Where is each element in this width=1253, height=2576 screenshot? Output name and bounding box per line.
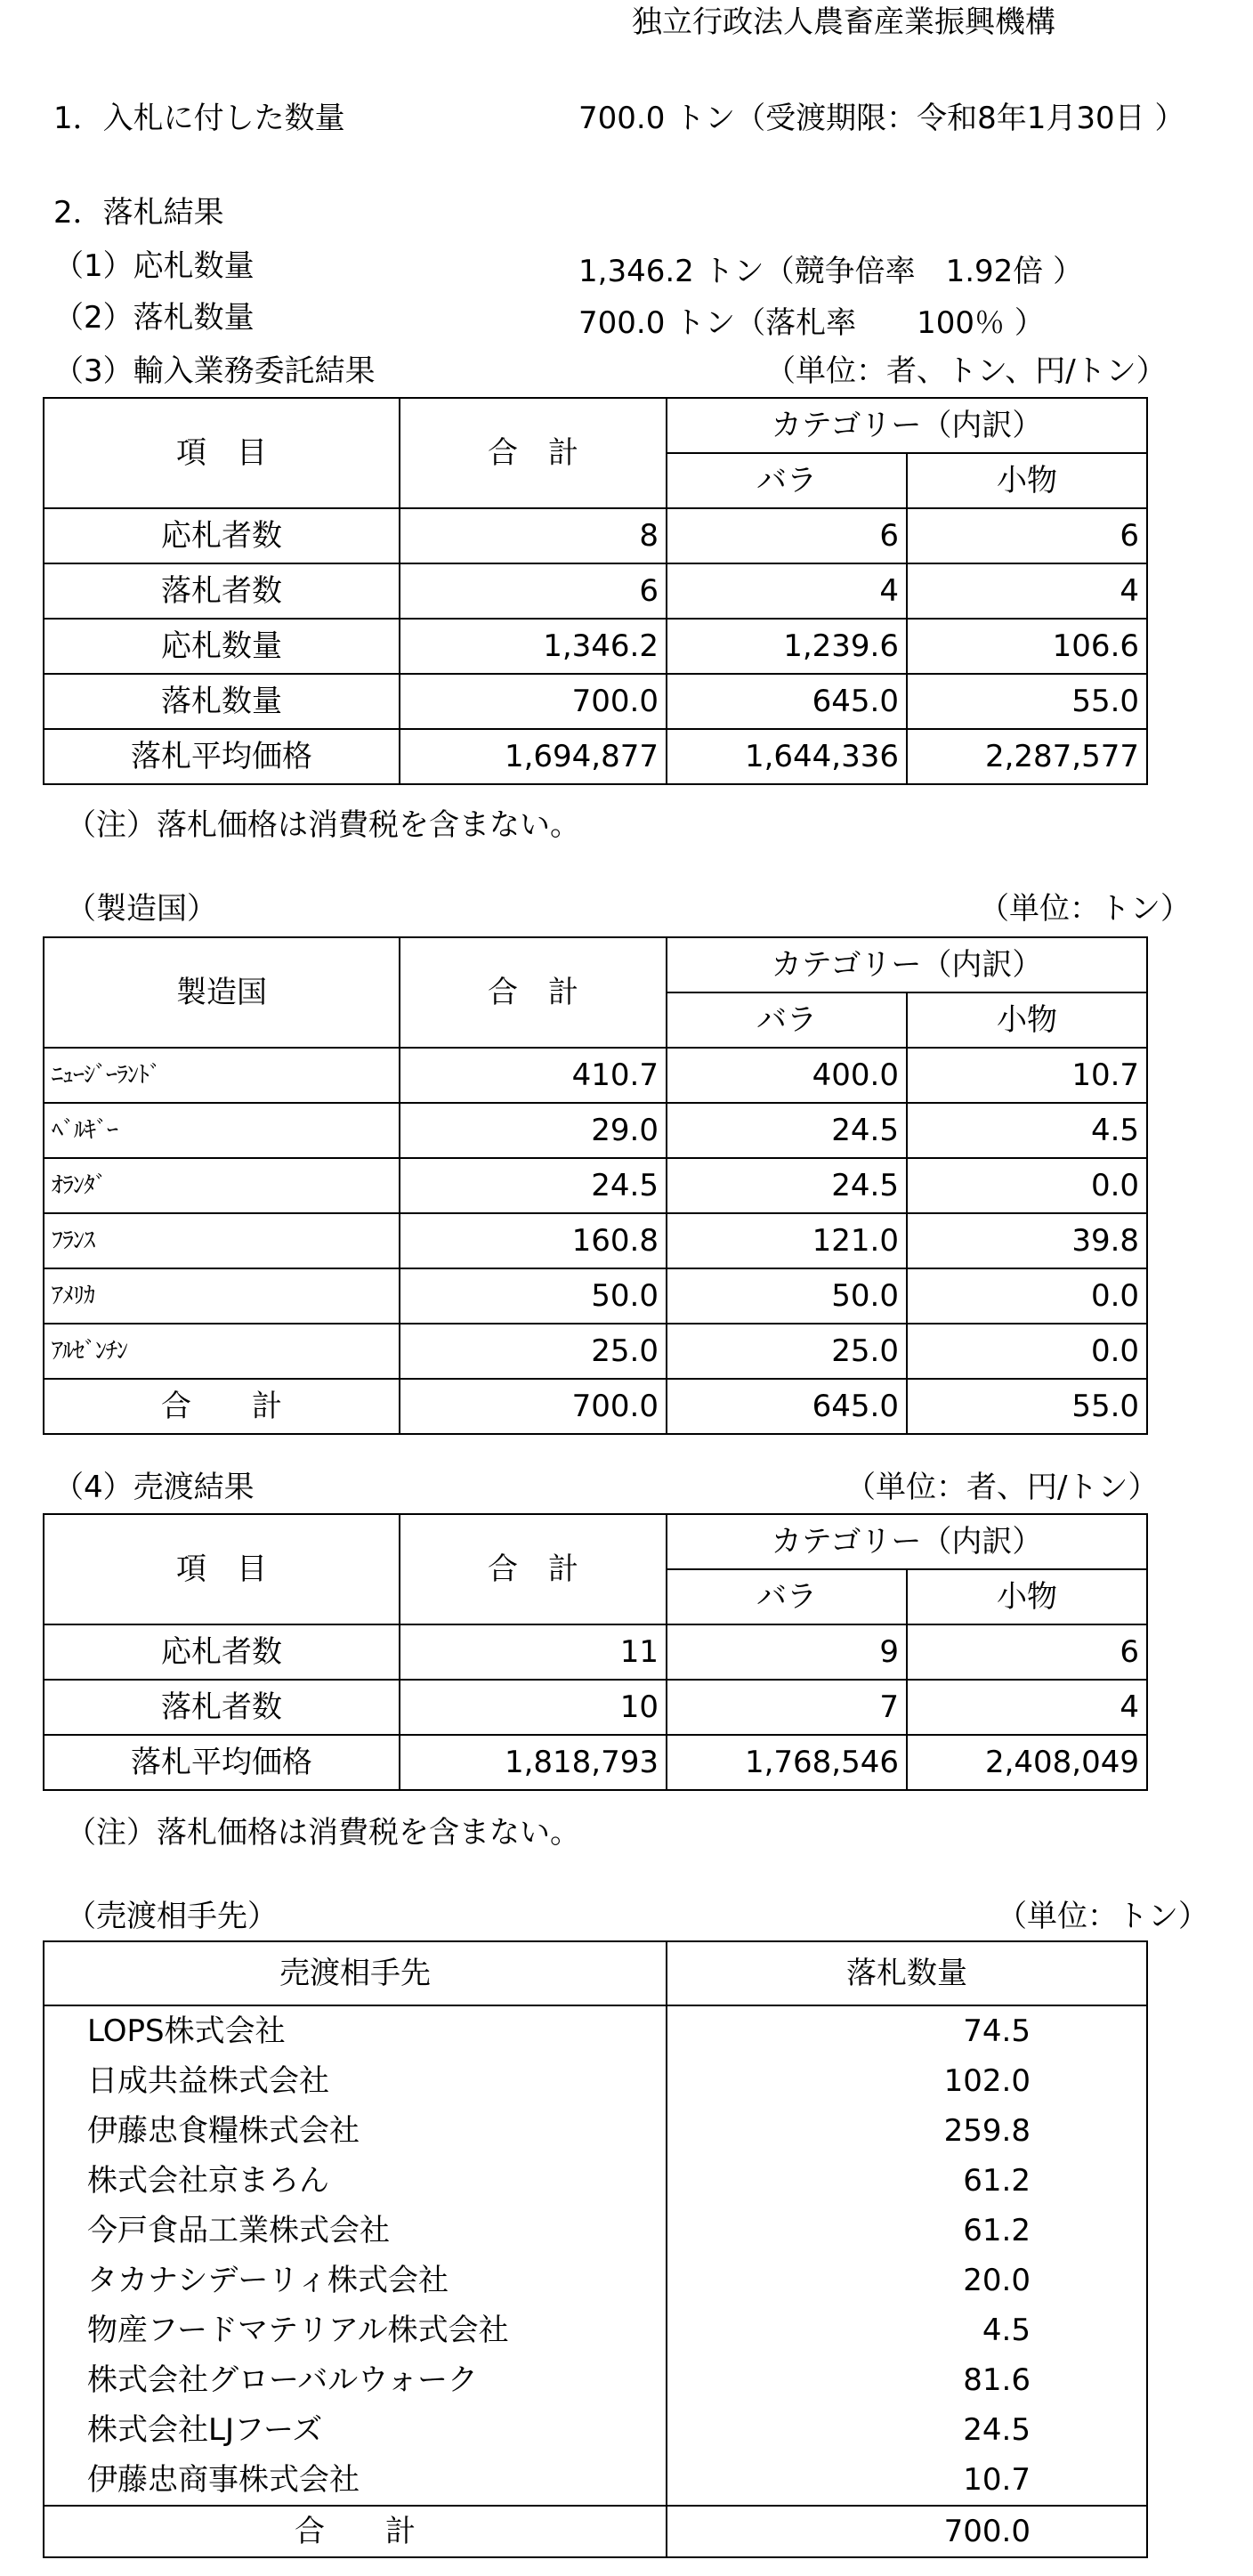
table-row bbox=[44, 619, 1147, 674]
sub2-label: （2）落札数量 bbox=[53, 300, 255, 336]
buyer-name: 株式会社グローバルウォーク bbox=[44, 2355, 667, 2405]
header-total: 合 計 bbox=[400, 1514, 667, 1624]
country-label: ｱﾒﾘｶ bbox=[44, 1268, 400, 1324]
table-row bbox=[44, 1324, 1147, 1379]
row-small: 6 bbox=[907, 1624, 1147, 1680]
sub4-unit: （単位：者、円/トン） bbox=[845, 1470, 1159, 1505]
total-row bbox=[44, 1379, 1147, 1434]
buyer-name: LOPS株式会社 bbox=[44, 2005, 667, 2056]
sales-results-table bbox=[43, 1513, 1148, 1791]
header-bulk: バラ bbox=[667, 453, 907, 508]
row-small: 0.0 bbox=[907, 1324, 1147, 1379]
buyer-name: 伊藤忠商事株式会社 bbox=[44, 2455, 667, 2506]
row-total: 8 bbox=[400, 508, 667, 563]
table-header-row bbox=[44, 398, 1147, 453]
table-row bbox=[44, 2256, 1147, 2305]
table-row bbox=[44, 508, 1147, 563]
row-small: 55.0 bbox=[907, 674, 1147, 729]
table-row bbox=[44, 2206, 1147, 2256]
row-bulk: 24.5 bbox=[667, 1158, 907, 1213]
header-bulk: バラ bbox=[667, 1569, 907, 1624]
table-row bbox=[44, 1624, 1147, 1680]
country-label: ﾆｭｰｼﾞｰﾗﾝﾄﾞ bbox=[44, 1048, 400, 1103]
row-small: 39.8 bbox=[907, 1213, 1147, 1268]
row-total: 6 bbox=[400, 563, 667, 619]
table-row bbox=[44, 1735, 1147, 1790]
row-small: 6 bbox=[907, 508, 1147, 563]
row-label: 応札数量 bbox=[44, 619, 400, 674]
country-label: ﾍﾞﾙｷﾞｰ bbox=[44, 1103, 400, 1158]
row-label: 応札者数 bbox=[44, 508, 400, 563]
row-total: 1,818,793 bbox=[400, 1735, 667, 1790]
row-small: 106.6 bbox=[907, 619, 1147, 674]
header-item: 製造国 bbox=[44, 937, 400, 1048]
country-label: ｱﾙｾﾞﾝﾁﾝ bbox=[44, 1324, 400, 1379]
import-results-table bbox=[43, 397, 1148, 785]
total-qty: 700.0 bbox=[667, 2506, 1147, 2557]
row-total: 11 bbox=[400, 1624, 667, 1680]
sub3-unit: （単位：者、トン、円/トン） bbox=[765, 353, 1167, 389]
total-label: 合 計 bbox=[44, 1379, 400, 1434]
header-small: 小物 bbox=[907, 453, 1147, 508]
row-small: 4 bbox=[907, 563, 1147, 619]
row-bulk: 400.0 bbox=[667, 1048, 907, 1103]
row-bulk: 24.5 bbox=[667, 1103, 907, 1158]
row-bulk: 4 bbox=[667, 563, 907, 619]
table1-note: （注）落札価格は消費税を含まない。 bbox=[66, 807, 580, 843]
header-category: カテゴリー（内訳） bbox=[667, 1514, 1147, 1569]
table-row bbox=[44, 729, 1147, 784]
row-small: 4.5 bbox=[907, 1103, 1147, 1158]
row-bulk: 50.0 bbox=[667, 1268, 907, 1324]
buyer-qty: 74.5 bbox=[667, 2005, 1147, 2056]
total-bulk: 645.0 bbox=[667, 1379, 907, 1434]
total-value: 700.0 bbox=[400, 1379, 667, 1434]
sub3-label: （3）輸入業務委託結果 bbox=[53, 353, 376, 389]
table-row bbox=[44, 1103, 1147, 1158]
buyer-qty: 81.6 bbox=[667, 2355, 1147, 2405]
buyer-name: 伊藤忠食糧株式会社 bbox=[44, 2106, 667, 2156]
origin-unit: （単位：トン） bbox=[979, 891, 1191, 927]
header-item: 項 目 bbox=[44, 398, 400, 508]
row-bulk: 6 bbox=[667, 508, 907, 563]
country-label: ﾌﾗﾝｽ bbox=[44, 1213, 400, 1268]
row-small: 2,287,577 bbox=[907, 729, 1147, 784]
table-row bbox=[44, 2455, 1147, 2506]
buyers-title: （売渡相手先） bbox=[66, 1899, 278, 1934]
header-item: 項 目 bbox=[44, 1514, 400, 1624]
sub4-label: （4）売渡結果 bbox=[53, 1470, 255, 1505]
table-row bbox=[44, 2405, 1147, 2455]
buyers-unit: （単位：トン） bbox=[997, 1899, 1209, 1934]
buyer-name: 物産フードマテリアル株式会社 bbox=[44, 2305, 667, 2355]
row-total: 1,694,877 bbox=[400, 729, 667, 784]
buyers-table bbox=[43, 1940, 1148, 2558]
buyer-qty: 259.8 bbox=[667, 2106, 1147, 2156]
buyer-name: タカナシデーリィ株式会社 bbox=[44, 2256, 667, 2305]
header-buyer: 売渡相手先 bbox=[44, 1941, 667, 2005]
item1-value: 700.0 トン（受渡期限：令和8年1月30日 ） bbox=[578, 101, 1185, 136]
table-row bbox=[44, 2305, 1147, 2355]
table-row bbox=[44, 1048, 1147, 1103]
buyer-name: 日成共益株式会社 bbox=[44, 2056, 667, 2106]
row-bulk: 25.0 bbox=[667, 1324, 907, 1379]
buyer-qty: 61.2 bbox=[667, 2206, 1147, 2256]
table-header-row bbox=[44, 1514, 1147, 1569]
header-category: カテゴリー（内訳） bbox=[667, 398, 1147, 453]
header-small: 小物 bbox=[907, 992, 1147, 1048]
table-header-row bbox=[44, 1941, 1147, 2005]
table-row bbox=[44, 2156, 1147, 2206]
table-row bbox=[44, 2056, 1147, 2106]
table-row bbox=[44, 674, 1147, 729]
row-label: 落札平均価格 bbox=[44, 1735, 400, 1790]
row-bulk: 1,768,546 bbox=[667, 1735, 907, 1790]
row-bulk: 9 bbox=[667, 1624, 907, 1680]
origin-title: （製造国） bbox=[66, 891, 217, 927]
row-label: 応札者数 bbox=[44, 1624, 400, 1680]
row-small: 2,408,049 bbox=[907, 1735, 1147, 1790]
buyer-name: 株式会社京まろん bbox=[44, 2156, 667, 2206]
table-row bbox=[44, 1213, 1147, 1268]
table-row bbox=[44, 1158, 1147, 1213]
row-bulk: 1,644,336 bbox=[667, 729, 907, 784]
sub1-label: （1）応札数量 bbox=[53, 248, 255, 284]
buyer-name: 今戸食品工業株式会社 bbox=[44, 2206, 667, 2256]
row-label: 落札平均価格 bbox=[44, 729, 400, 784]
header-qty: 落札数量 bbox=[667, 1941, 1147, 2005]
row-total: 700.0 bbox=[400, 674, 667, 729]
row-total: 1,346.2 bbox=[400, 619, 667, 674]
row-total: 410.7 bbox=[400, 1048, 667, 1103]
buyer-qty: 61.2 bbox=[667, 2156, 1147, 2206]
table-row bbox=[44, 563, 1147, 619]
row-bulk: 7 bbox=[667, 1680, 907, 1735]
row-bulk: 121.0 bbox=[667, 1213, 907, 1268]
table3-note: （注）落札価格は消費税を含まない。 bbox=[66, 1815, 580, 1851]
table-header-row bbox=[44, 937, 1147, 992]
table-row bbox=[44, 1268, 1147, 1324]
item2-label: 2．落札結果 bbox=[53, 195, 224, 231]
row-bulk: 1,239.6 bbox=[667, 619, 907, 674]
header-total: 合 計 bbox=[400, 398, 667, 508]
row-small: 0.0 bbox=[907, 1158, 1147, 1213]
row-label: 落札者数 bbox=[44, 563, 400, 619]
sub1-value: 1,346.2 トン（競争倍率 1.92倍 ） bbox=[578, 254, 1084, 289]
table-row bbox=[44, 2106, 1147, 2156]
row-small: 0.0 bbox=[907, 1268, 1147, 1324]
row-total: 24.5 bbox=[400, 1158, 667, 1213]
row-total: 25.0 bbox=[400, 1324, 667, 1379]
org-name: 独立行政法人農畜産業振興機構 bbox=[632, 4, 1055, 40]
row-label: 落札者数 bbox=[44, 1680, 400, 1735]
header-bulk: バラ bbox=[667, 992, 907, 1048]
sub2-value: 700.0 トン（落札率 100％ ） bbox=[578, 305, 1045, 341]
buyer-qty: 102.0 bbox=[667, 2056, 1147, 2106]
buyer-qty: 4.5 bbox=[667, 2305, 1147, 2355]
table-row bbox=[44, 2005, 1147, 2056]
row-total: 29.0 bbox=[400, 1103, 667, 1158]
row-total: 50.0 bbox=[400, 1268, 667, 1324]
total-label: 合 計 bbox=[44, 2506, 667, 2557]
row-small: 4 bbox=[907, 1680, 1147, 1735]
header-category: カテゴリー（内訳） bbox=[667, 937, 1147, 992]
buyer-qty: 24.5 bbox=[667, 2405, 1147, 2455]
total-row bbox=[44, 2506, 1147, 2557]
table-row bbox=[44, 1680, 1147, 1735]
buyer-qty: 10.7 bbox=[667, 2455, 1147, 2506]
country-label: ｵﾗﾝﾀﾞ bbox=[44, 1158, 400, 1213]
row-total: 160.8 bbox=[400, 1213, 667, 1268]
origin-table bbox=[43, 936, 1148, 1435]
row-bulk: 645.0 bbox=[667, 674, 907, 729]
row-total: 10 bbox=[400, 1680, 667, 1735]
table-row bbox=[44, 2355, 1147, 2405]
total-small: 55.0 bbox=[907, 1379, 1147, 1434]
header-total: 合 計 bbox=[400, 937, 667, 1048]
buyer-name: 株式会社LJフーズ bbox=[44, 2405, 667, 2455]
row-small: 10.7 bbox=[907, 1048, 1147, 1103]
buyer-qty: 20.0 bbox=[667, 2256, 1147, 2305]
row-label: 落札数量 bbox=[44, 674, 400, 729]
header-small: 小物 bbox=[907, 1569, 1147, 1624]
item1-label: 1．入札に付した数量 bbox=[53, 101, 345, 136]
